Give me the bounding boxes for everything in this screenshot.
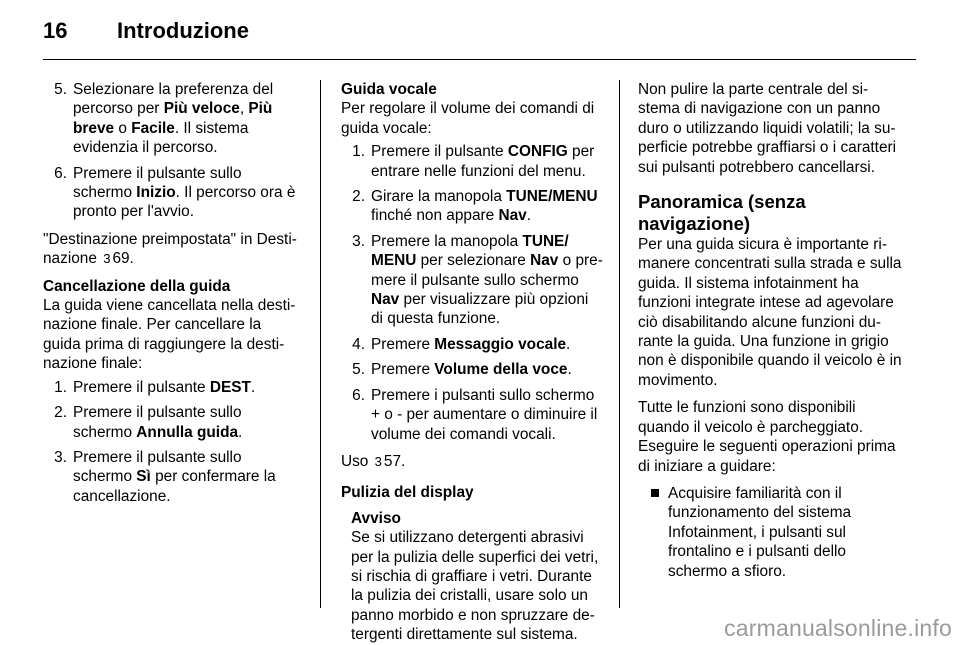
column-2 <box>341 80 603 645</box>
list-item: 3. Premere la manopola TUNE/ MENU per selezionare Nav o premere il pulsante sullo schermo Nav per visualizzare più opzioni di questa funzione. <box>352 232 603 328</box>
subheading: Cancellazione della guida <box>43 277 231 295</box>
subheading: Guida vocale <box>341 81 437 98</box>
triangle-ref-icon: 3 <box>374 453 382 469</box>
column-1 <box>43 80 303 514</box>
voice-steps-list <box>349 142 603 444</box>
watermark: carmanualsonline.info <box>724 615 952 641</box>
list-item: 2. Premere il pulsante sullo schermo Annulla guida. <box>54 404 243 441</box>
list-item: 6. Premere i pulsanti sullo schermo + o - per aumentare o diminuire il volume dei comandi vocali. <box>352 386 598 443</box>
list-item: 6. Premere il pulsante sullo schermo Inizio. Il percorso ora è pronto per l'avvio. <box>54 164 296 221</box>
list-item: 5. Premere Volume della voce. <box>352 361 572 379</box>
list-item: 3. Premere il pulsante sullo schermo Sì per confermare la cancellazione. <box>54 448 276 505</box>
page-title: Introduzione <box>117 18 249 43</box>
paragraph: Tutte le funzioni sono disponibili quando il veicolo è parcheggiato. Eseguire le seguenti operazioni prima di iniziare a guidare: <box>638 399 896 475</box>
cancel-steps-list <box>51 378 303 506</box>
voice-section: Guida vocale Per regolare il volume dei comandi di guida vocale: <box>341 80 603 138</box>
route-steps-list <box>51 80 303 222</box>
triangle-ref-icon: 3 <box>103 251 111 267</box>
page-link[interactable]: 69. <box>112 250 134 268</box>
paragraph: Per una guida sicura è importante rimanere concentrati sulla strada e sulla guida. Il sistema infotainment ha funzioni integrate intese ad agevolare ciò disabilitando alcune funzioni durante la guida. Una funzione in grigio non è disponibile quando il veicolo è in movimento. <box>638 236 902 389</box>
notice-heading: Avviso <box>351 509 401 527</box>
header-rule <box>43 59 916 60</box>
list-item: 1. Premere il pulsante CONFIG per entrare nelle funzioni del menu. <box>352 143 595 180</box>
cancel-section: Cancellazione della guida La guida viene cancellata nella destinazione finale. Per cancellare la guida prima di raggiungere la destinazione finale: <box>43 277 303 374</box>
bullet-list <box>638 484 903 581</box>
cross-reference: "Destinazione preimpostata" in Destinazione 3 69. <box>43 230 297 268</box>
square-bullet-icon <box>651 489 659 497</box>
notice-text: Se si utilizzano detergenti abrasivi per la pulizia delle superfici dei vetri, si rischia di graffiare i vetri. Durante la pulizia dei cristalli, usare solo un panno morbido e non spruzzare detergenti direttamente sul sistema. <box>351 529 599 644</box>
list-item: 4. Premere Messaggio vocale. <box>352 335 571 353</box>
notice-box <box>351 509 603 645</box>
list-item: 1. Premere il pulsante DEST. <box>54 378 256 396</box>
page-link[interactable]: 57. <box>383 452 406 470</box>
paragraph: Non pulire la parte centrale del sistema di navigazione con un panno duro o utilizzando liquidi volatili; la superficie potrebbe graffiarsi o i caratteri sui pulsanti potrebbero cancellarsi. <box>638 81 897 176</box>
list-item: 2. Girare la manopola TUNE/MENU finché non appare Nav. <box>352 188 598 225</box>
column-divider <box>320 80 321 608</box>
display-section <box>341 483 603 502</box>
column-divider <box>619 80 620 608</box>
subheading: Pulizia del display <box>341 484 474 502</box>
page-number: 16 <box>43 18 68 43</box>
list-item: Acquisire familiarità con il funzionamento del sistema Infotainment, i pulsanti sul frontalino e i pulsanti dello schermo a sfioro. <box>638 484 903 581</box>
cross-reference: Uso 3 57. <box>341 452 406 470</box>
column-3 <box>638 80 903 581</box>
section-title: Panoramica (senza navigazione) <box>638 191 806 235</box>
list-item: 5. Selezionare la preferenza del percorso per Più veloce, Più breve o Facile. Il sistema evidenzia il percorso. <box>54 81 274 157</box>
